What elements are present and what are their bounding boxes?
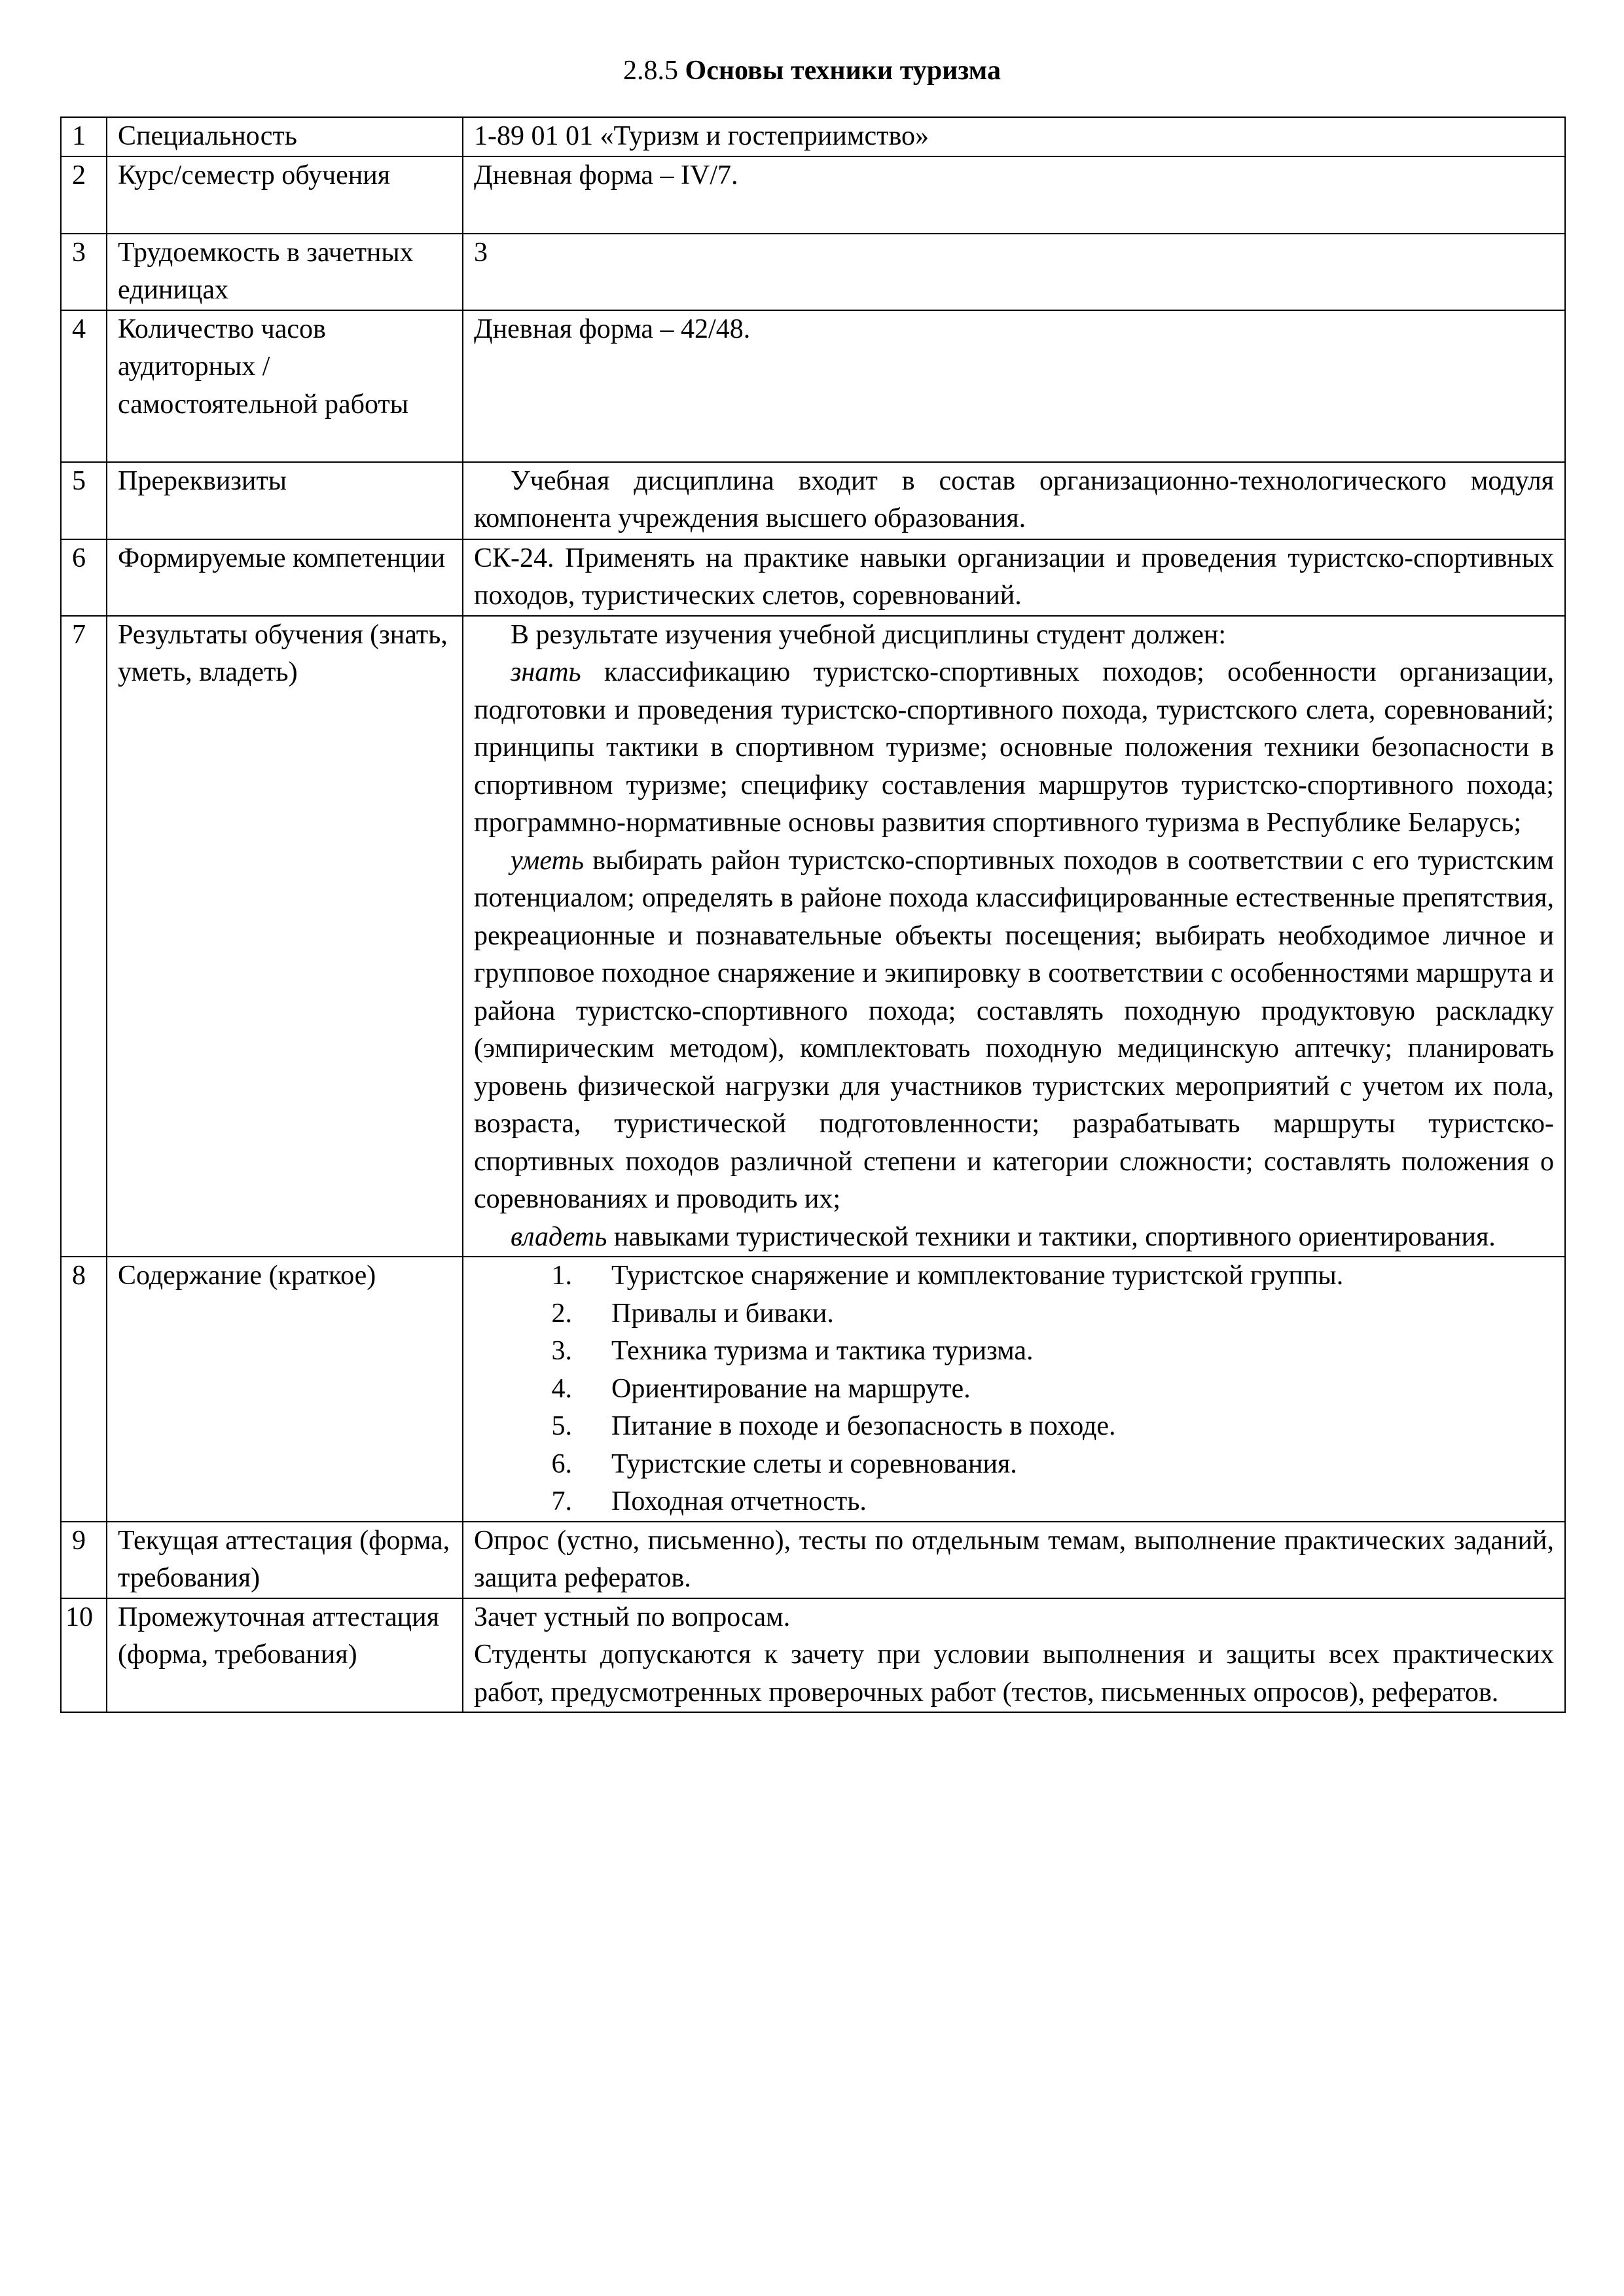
row-value: Дневная форма – 42/48. (463, 310, 1565, 462)
know-text: классификацию туристско-спортивных походов; особенности организации, подготовки и проведения туристско-спортивного похода, туристского слета, соревнований; принципы тактики в спортивном туризме; основные положения техники безопасности в спортивном туризме; специфику составления маршрутов туристско-спортивного похода; программно-нормативные основы развития спортивного туризма в Республике Беларусь; (474, 657, 1554, 838)
row-value: СК-24. Применять на практике навыки организации и проведения туристско-спортивных походов, туристических слетов, соревнований. (463, 539, 1565, 616)
row-label: Трудоемкость в зачетных единицах (107, 234, 463, 310)
learning-intro: В результате изучения учебной дисциплины студент должен: (511, 619, 1226, 650)
table-row (61, 310, 1565, 462)
row-number: 8 (61, 1257, 107, 1522)
learning-own (474, 1219, 1554, 1257)
section-title: Основы техники туризма (685, 56, 1001, 86)
table-row (61, 539, 1565, 616)
list-item: 7. Походная отчетность. (551, 1486, 867, 1516)
row-label: Количество часов аудиторных / самостоятельной работы (107, 310, 463, 462)
row-number: 5 (61, 462, 107, 539)
row-label: Курс/семестр обучения (107, 156, 463, 234)
row-value: Дневная форма – IV/7. (463, 156, 1565, 234)
row-value (463, 1257, 1565, 1522)
row-label: Результаты обучения (знать, уметь, владеть) (107, 616, 463, 1257)
row-value (463, 1598, 1565, 1713)
row-number: 6 (61, 539, 107, 616)
row-value: Опрос (устно, письменно), тесты по отдельным темам, выполнение практических заданий, защита рефератов. (463, 1522, 1565, 1598)
own-word: владеть (511, 1221, 607, 1252)
table-row (61, 462, 1565, 539)
table-row (61, 156, 1565, 234)
can-word: уметь (511, 845, 584, 876)
row-number: 7 (61, 616, 107, 1257)
row-number: 3 (61, 234, 107, 310)
attestation-conditions: Студенты допускаются к зачету при условии выполнения и защиты всех практических работ, предусмотренных проверочных работ (тестов, письменных опросов), рефератов. (474, 1640, 1554, 1708)
row-number: 10 (61, 1598, 107, 1713)
learning-can (474, 842, 1554, 1219)
content-list (474, 1257, 1554, 1521)
row-label: Текущая аттестация (форма, требования) (107, 1522, 463, 1598)
know-word: знать (511, 657, 581, 687)
list-item: 1. Туристское снаряжение и комплектование туристской группы. (551, 1261, 1344, 1291)
list-item: 2. Привалы и биваки. (551, 1298, 834, 1329)
learning-know (474, 654, 1554, 842)
row-number: 9 (61, 1522, 107, 1598)
list-item: 6. Туристские слеты и соревнования. (551, 1448, 1017, 1479)
row-label: Пререквизиты (107, 462, 463, 539)
row-label: Формируемые компетенции (107, 539, 463, 616)
table-row (61, 616, 1565, 1257)
discipline-table (60, 117, 1566, 1713)
row-number: 1 (61, 117, 107, 156)
row-number: 2 (61, 156, 107, 234)
row-value: 3 (463, 234, 1565, 310)
table-row (61, 1257, 1565, 1522)
row-value (463, 462, 1565, 539)
table-row (61, 234, 1565, 310)
row-value (463, 616, 1565, 1257)
own-text: навыками туристической техники и тактики, спортивного ориентирования. (607, 1221, 1496, 1252)
list-item: 4. Ориентирование на маршруте. (551, 1373, 971, 1404)
can-text: выбирать район туристско-спортивных походов в соответствии с его туристским потенциалом; определять в районе похода классифицированные естественные препятствия, рекреационные и познавательные объекты посещения; выбирать необходимое личное и групповое походное снаряжение и экипировку в соответствии с особенностями маршрута и района туристско-спортивного похода; составлять походную продуктовую раскладку (эмпирическим методом), комплектовать походную медицинскую аптечку; планировать уровень физической нагрузки для участников туристских мероприятий с учетом их пола, возраста, туристической подготовленности; разрабатывать маршруты туристско-спортивных походов различной степени и категории сложности; составлять положения о соревнованиях и проводить их; (474, 845, 1554, 1214)
table-row (61, 1522, 1565, 1598)
row-label: Содержание (краткое) (107, 1257, 463, 1522)
page-title (0, 52, 1624, 89)
row-label: Специальность (107, 117, 463, 156)
row-label: Промежуточная аттестация (форма, требования) (107, 1598, 463, 1713)
attestation-line: Зачет устный по вопросам. (474, 1602, 791, 1632)
row-value: 1-89 01 01 «Туризм и гостеприимство» (463, 117, 1565, 156)
list-item: 5. Питание в походе и безопасность в походе. (551, 1411, 1116, 1441)
prerequisites-text: Учебная дисциплина входит в состав организационно-технологического модуля компонента учреждения высшего образования. (474, 465, 1554, 533)
table-row (61, 117, 1565, 156)
list-item: 3. Техника туризма и тактика туризма. (551, 1336, 1034, 1366)
table-row (61, 1598, 1565, 1713)
section-number: 2.8.5 (623, 56, 679, 86)
row-number: 4 (61, 310, 107, 462)
